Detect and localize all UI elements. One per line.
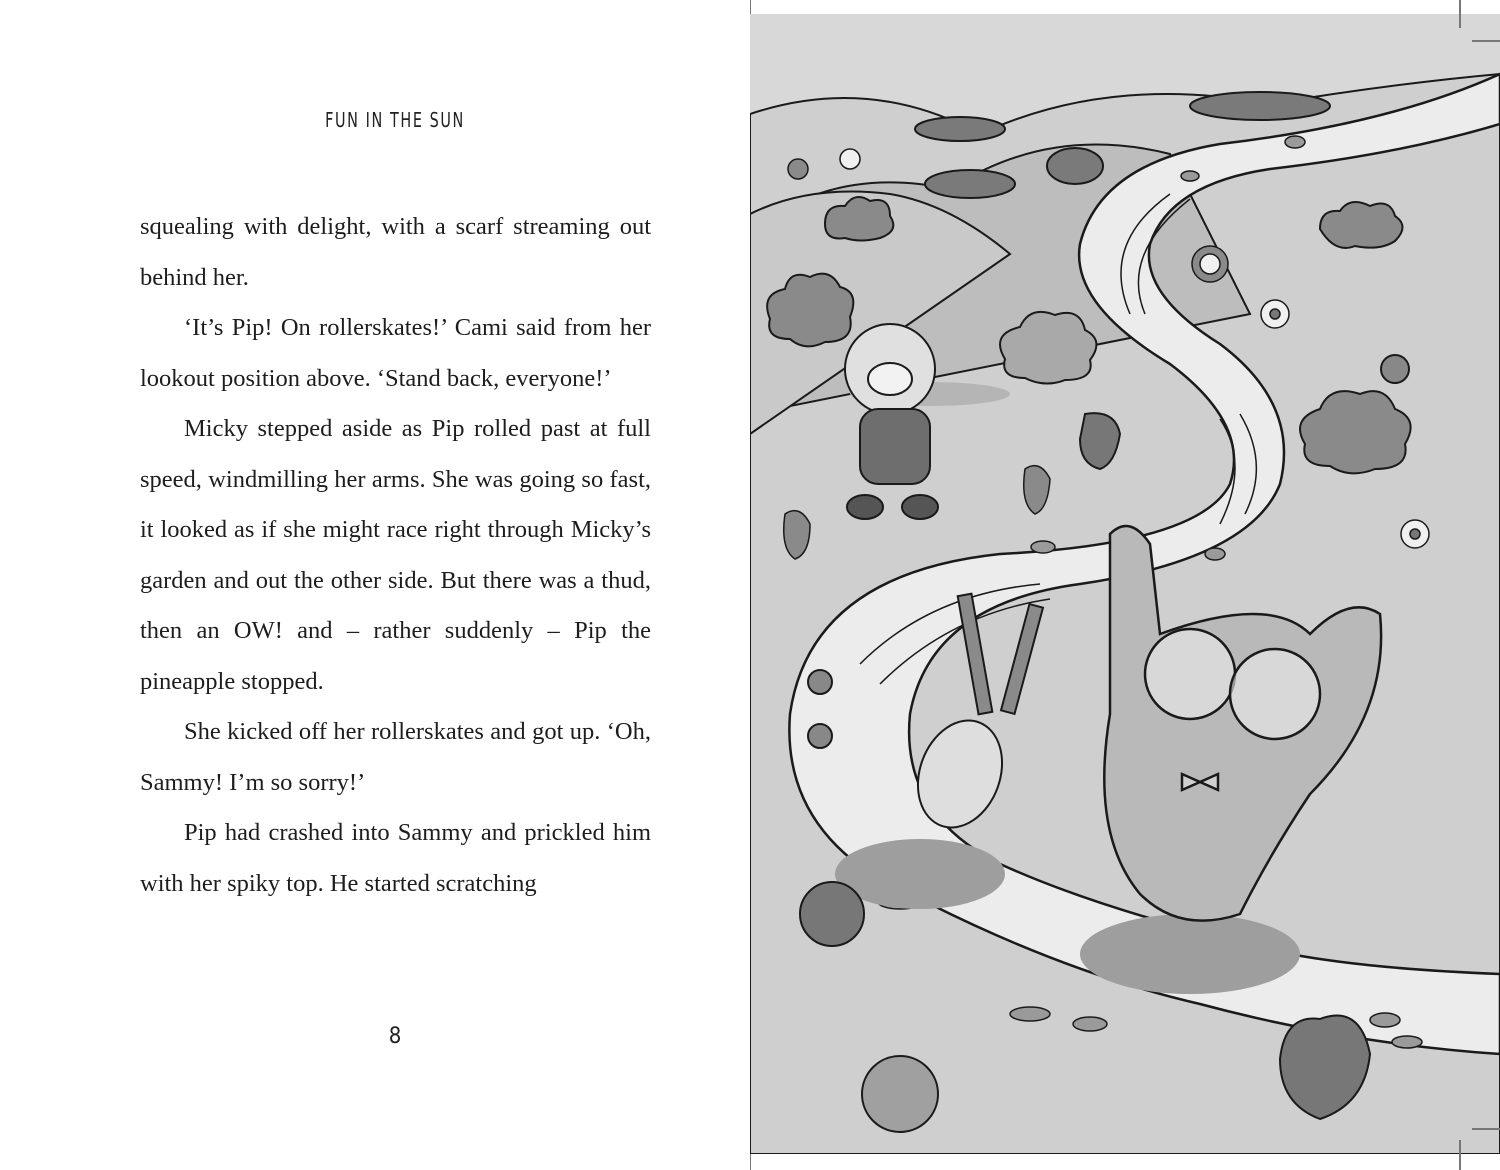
crop-mark-br-h: [1472, 1128, 1500, 1130]
paragraph: Pip had crashed into Sammy and prickled him with her spiky top. He started scratching: [140, 819, 651, 897]
body-text: [140, 202, 651, 909]
page-number: 8: [388, 1024, 402, 1049]
crop-mark-tr-v: [1459, 0, 1461, 28]
crop-mark-br-v: [1459, 1140, 1461, 1170]
paragraph: Micky stepped aside as Pip rolled past at full speed, windmilling her arms. She was going so fast, it looked as if she might race right through Micky’s garden and out the other side. But there was a thud, then an OW! and – rather suddenly – Pip the pineapple stopped.: [140, 415, 651, 695]
illustration: [750, 14, 1500, 1154]
running-head: FUN IN THE SUN: [325, 108, 465, 132]
crop-mark-tr-h: [1472, 40, 1500, 42]
paragraph: squealing with delight, with a scarf streaming out behind her.: [140, 213, 651, 291]
paragraph: She kicked off her rollerskates and got up. ‘Oh, Sammy! I’m so sorry!’: [140, 718, 651, 796]
paragraph: ‘It’s Pip! On rollerskates!’ Cami said from her lookout position above. ‘Stand back, everyone!’: [140, 314, 651, 392]
